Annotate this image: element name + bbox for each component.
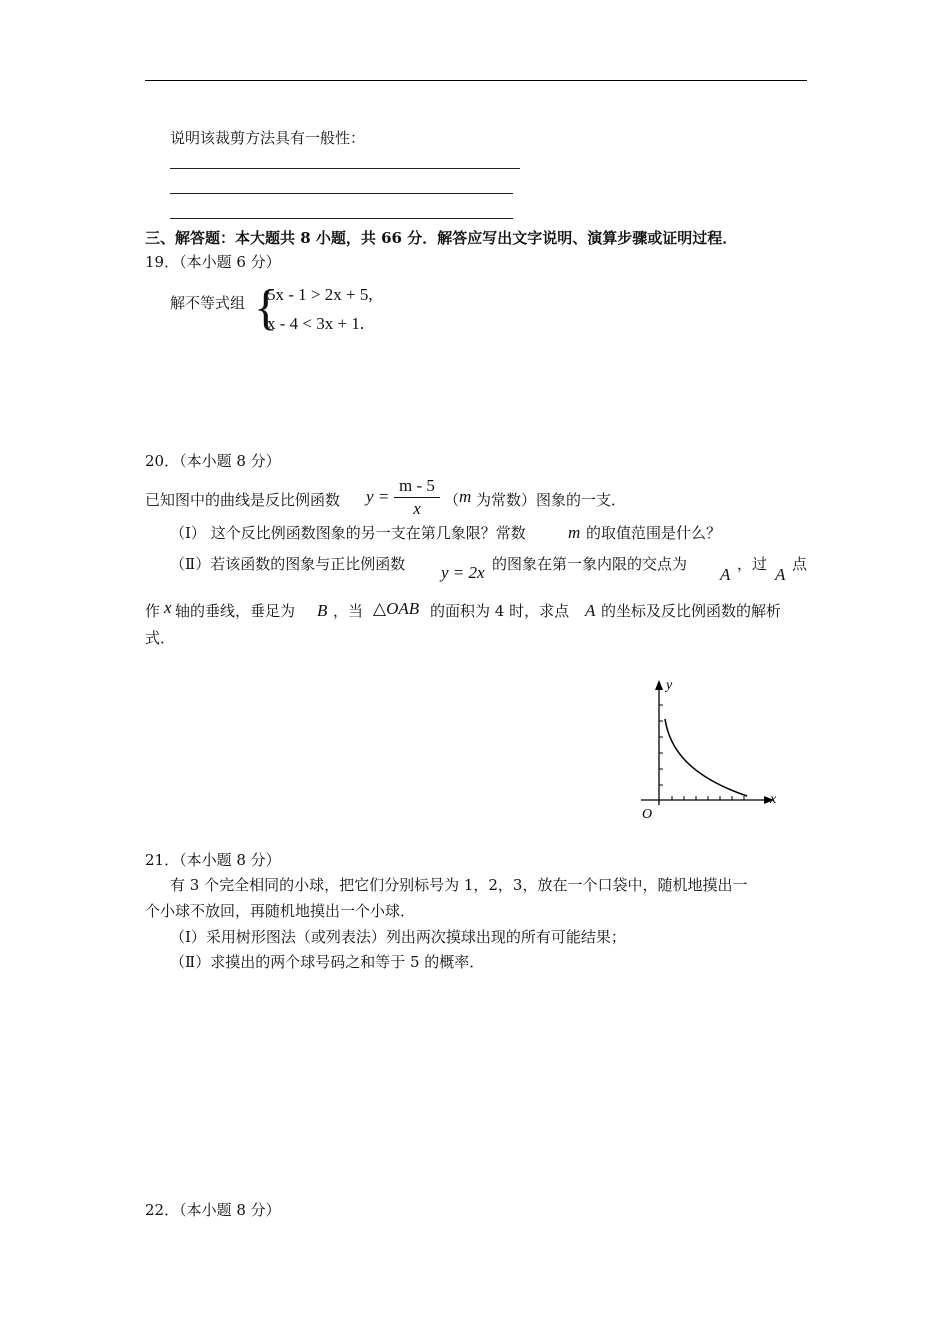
answer-blank-1[interactable]	[170, 168, 520, 169]
q20-part2-point-a: A	[720, 565, 731, 584]
q20-line3-text-e: 的坐标及反比例函数的解析	[601, 602, 782, 620]
q20-line3-text-d: 的面积为 4 时，求点	[430, 602, 570, 620]
q21-line1: 有 3 个完全相同的小球，把它们分别标号为 1，2，3，放在一个口袋中，随机地摸出一	[170, 876, 748, 894]
q20-part2-text-a: （Ⅱ）若该函数的图象与正比例函数	[170, 555, 406, 573]
generality-prompt: 说明该裁剪方法具有一般性：	[170, 129, 366, 147]
q20-fraction-numerator: m - 5	[399, 476, 435, 495]
q20-part2-text-b: 的图象在第一象内限的交点为	[492, 555, 688, 573]
q22-label: 22．（本小题 8 分）	[145, 1201, 281, 1219]
y-axis-arrow	[655, 680, 663, 690]
q20-part1-text-a: （Ⅰ） 这个反比例函数图象的另一支在第几象限？常数	[170, 524, 526, 542]
q20-line4: 式．	[145, 629, 176, 647]
q20-part2-point-a-2: A	[775, 565, 786, 584]
y-axis-label: y	[666, 678, 673, 693]
q20-fraction-denominator: x	[413, 499, 421, 518]
q20-line3-text-a: 作	[145, 602, 161, 620]
q20-part1-text-b: 的取值范围是什么？	[586, 524, 722, 542]
q20-func-lhs: y =	[366, 487, 390, 506]
q19-intro: 解不等式组	[170, 294, 246, 312]
q20-fraction-bar	[394, 497, 440, 498]
q20-line3-triangle: △OAB	[373, 599, 420, 618]
q20-part1-m: m	[568, 523, 581, 542]
q20-fraction	[394, 476, 440, 519]
q20-part2-equation: y = 2x	[441, 563, 485, 582]
origin-label: O	[642, 807, 653, 822]
q20-label: 20．（本小题 8 分）	[145, 452, 281, 470]
q21-line2: 个小球不放回，再随机地摸出一个小球．	[145, 902, 416, 920]
q20-line3-x: x	[164, 598, 172, 617]
q19-inequality-2: x - 4 < 3x + 1.	[267, 314, 365, 333]
answer-blank-3[interactable]	[170, 218, 513, 219]
answer-blank-2[interactable]	[170, 193, 513, 194]
q20-line3-text-c: ，当	[333, 602, 364, 620]
q20-line1-text-b: （	[444, 491, 460, 509]
q21-part1: （Ⅰ）采用树形图法（或列表法）列出两次摸球出现的所有可能结果；	[170, 928, 626, 946]
q20-line3-point-b: B	[317, 601, 328, 620]
q19-label: 19．（本小题 6 分）	[145, 253, 281, 271]
q20-part2-text-c: ，过	[737, 555, 768, 573]
hyperbola-curve	[665, 719, 747, 796]
header-rule	[145, 80, 807, 81]
q20-line1-text-c: 为常数）图象的一支．	[476, 491, 627, 509]
q20-part2-text-d: 点	[792, 555, 808, 573]
section-heading: 三、解答题：本大题共 8 小题，共 66 分．解答应写出文字说明、演算步骤或证明过程．	[145, 229, 738, 247]
hyperbola-graph	[635, 675, 785, 825]
x-axis-label: x	[770, 792, 777, 807]
q21-label: 21．（本小题 8 分）	[145, 851, 281, 869]
q19-inequality-1: 5x - 1 > 2x + 5,	[267, 285, 373, 304]
q20-line1-m: m	[459, 487, 472, 506]
q20-line3-point-a: A	[585, 601, 596, 620]
q20-line1-text-a: 已知图中的曲线是反比例函数	[145, 491, 341, 509]
q20-line3-text-b: 轴的垂线，垂足为	[175, 602, 296, 620]
system-brace: {	[254, 279, 278, 335]
q21-part2: （Ⅱ）求摸出的两个球号码之和等于 5 的概率．	[170, 953, 485, 971]
